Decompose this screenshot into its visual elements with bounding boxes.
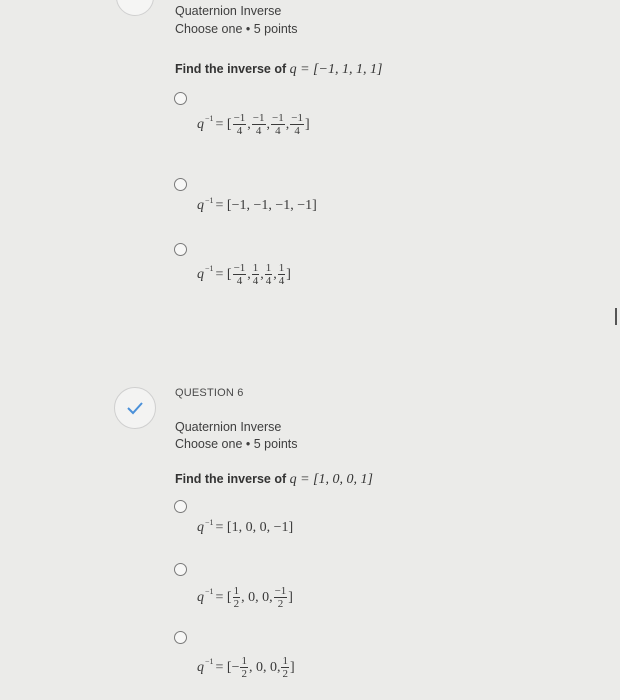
option-lhs: q	[197, 266, 204, 282]
denominator: 4	[294, 125, 300, 137]
fraction	[240, 655, 248, 680]
fraction	[252, 112, 266, 137]
numerator: 1	[252, 262, 259, 274]
numerator: 1	[233, 585, 240, 597]
option-mid: , 0, 0,	[248, 659, 281, 675]
option-sup: −1	[205, 264, 214, 273]
numerator: −1	[272, 112, 284, 124]
fraction	[252, 262, 260, 287]
question6-category: Quaternion Inverse	[175, 420, 282, 434]
option-close: ]	[288, 589, 293, 605]
fraction	[274, 585, 288, 610]
option-sup: −1	[205, 114, 214, 123]
question6-prompt	[175, 472, 373, 488]
numerator: 1	[265, 262, 272, 274]
option-lhs: q	[197, 116, 204, 132]
denominator: 4	[265, 275, 272, 287]
fraction	[233, 585, 241, 610]
fraction	[278, 262, 286, 287]
option-lhs: q	[197, 659, 204, 675]
question5-prompt	[175, 62, 382, 78]
option-sup: −1	[205, 195, 214, 205]
option-sup: −1	[205, 587, 214, 596]
fraction	[290, 112, 304, 137]
question6-option-a-radio[interactable]	[174, 500, 187, 513]
option-sup: −1	[205, 517, 214, 527]
denominator: 4	[275, 125, 281, 137]
option-eq: = [	[215, 116, 232, 132]
question5-meta: Choose one • 5 points	[175, 22, 298, 36]
denominator: 2	[233, 598, 240, 610]
scrollbar-edge	[615, 308, 617, 325]
denominator: 4	[236, 275, 243, 287]
fraction	[271, 112, 285, 137]
numerator: −1	[233, 112, 246, 124]
numerator: −1	[233, 262, 246, 274]
option-close: ]	[304, 116, 310, 132]
denominator: 4	[255, 125, 262, 137]
option-eq: = [	[215, 589, 232, 605]
numerator: 1	[282, 655, 288, 667]
check-icon	[126, 400, 144, 416]
question6-q-value: = [1, 0, 0, 1]	[300, 472, 373, 487]
question-status-circle-top	[116, 0, 154, 16]
question6-prompt-text: Find the inverse of	[175, 472, 287, 486]
fraction	[233, 112, 247, 137]
question5-q-symbol: q	[289, 62, 297, 77]
denominator: 4	[278, 275, 285, 287]
question5-option-c-radio[interactable]	[174, 243, 187, 256]
numerator: 1	[241, 655, 247, 667]
denominator: 2	[282, 668, 288, 680]
fraction	[265, 262, 273, 287]
question6-option-b-radio[interactable]	[174, 563, 187, 576]
question5-prompt-text: Find the inverse of	[175, 62, 287, 76]
denominator: 4	[236, 125, 243, 137]
numerator: 1	[278, 262, 285, 274]
option-lhs: q	[197, 589, 204, 605]
option-text: = [1, 0, 0, −1]	[215, 520, 294, 535]
option-close: ]	[286, 266, 291, 282]
question6-option-b[interactable]	[197, 585, 293, 610]
question6-status	[114, 387, 156, 429]
question5-option-b-radio[interactable]	[174, 178, 187, 191]
denominator: 2	[241, 668, 247, 680]
option-eq: = [−	[215, 659, 240, 675]
question6-option-a[interactable]	[197, 517, 294, 536]
option-text: = [−1, −1, −1, −1]	[215, 198, 317, 213]
option-lhs: q	[197, 198, 204, 213]
option-close: ]	[289, 659, 295, 675]
numerator: −1	[274, 585, 287, 597]
question6-q-symbol: q	[289, 472, 297, 487]
option-lhs: q	[197, 520, 204, 535]
question5-option-a-radio[interactable]	[174, 92, 187, 105]
question5-option-a[interactable]: q −1 = [ $\frac{-1}{4}$ , $\frac{-1}{4}$ , $\frac{-1}{4}$ , $\frac{-1}{4}$ ]	[197, 112, 310, 137]
question5-option-c[interactable]: q −1 = [ $\frac{-1}{4}$ , $\frac{1}{4}$ , $\frac{1}{4}$ , $\frac{1}{4}$ ]	[197, 262, 291, 287]
question5-category: Quaternion Inverse	[175, 4, 282, 18]
question5-q-value: = [−1, 1, 1, 1]	[300, 62, 383, 77]
question6-option-c[interactable]	[197, 655, 295, 680]
option-sup: −1	[205, 657, 214, 666]
fraction	[281, 655, 289, 680]
question6-number: QUESTION 6	[175, 387, 244, 399]
denominator: 4	[252, 275, 259, 287]
question6-option-c-radio[interactable]	[174, 631, 187, 644]
question5-option-b[interactable]	[197, 195, 317, 214]
numerator: −1	[252, 112, 265, 124]
option-eq: = [	[215, 266, 232, 282]
question6-meta: Choose one • 5 points	[175, 437, 298, 451]
fraction	[233, 262, 247, 287]
option-mid: , 0, 0,	[241, 589, 273, 605]
denominator: 2	[277, 598, 284, 610]
numerator: −1	[291, 112, 303, 124]
